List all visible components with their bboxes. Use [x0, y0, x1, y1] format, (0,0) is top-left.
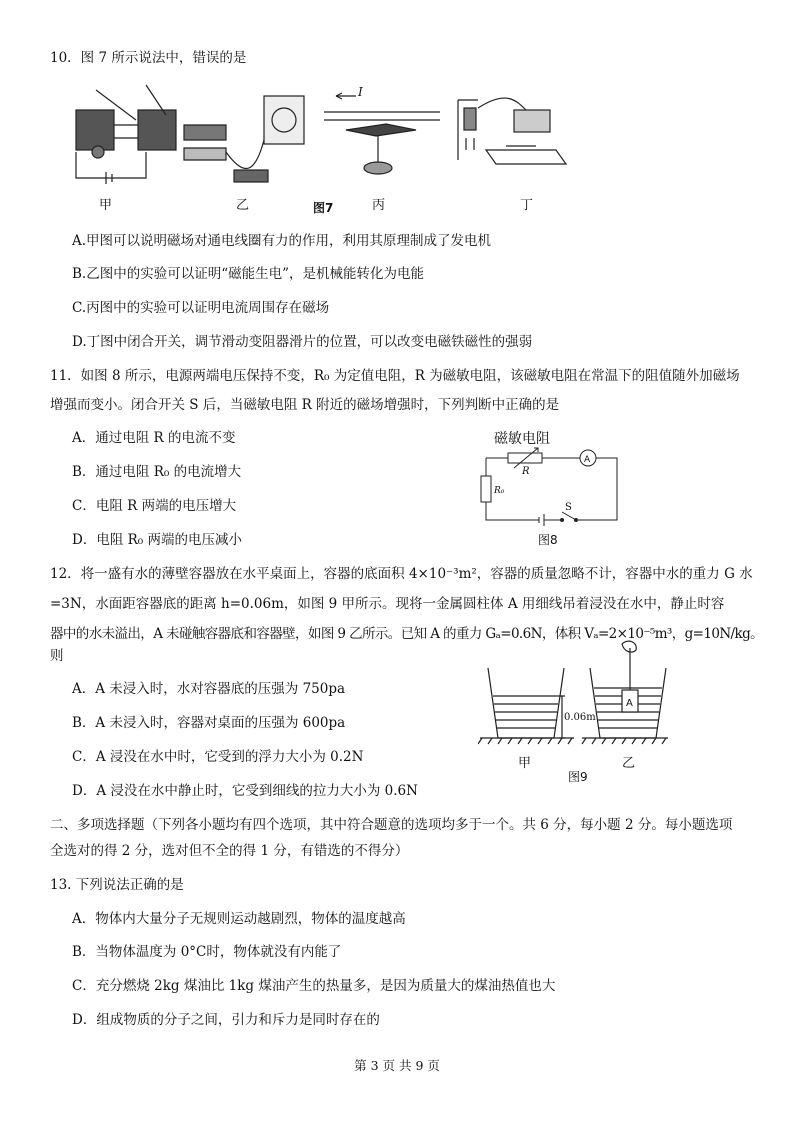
q11-option-d: D．电阻 R₀ 两端的电压减小 [72, 532, 242, 548]
q12-stem-line4: 则 [50, 648, 64, 664]
figure-9-containers [478, 640, 668, 750]
fig8-title: 磁敏电阻 [494, 431, 550, 447]
fig7-bing-apparatus [324, 93, 440, 174]
fig7-yi-apparatus [184, 96, 304, 182]
fig7-label-yi: 乙 [236, 198, 250, 213]
q13-option-c: C．充分燃烧 2kg 煤油比 1kg 煤油产生的热量多，是因为质量大的煤油热值也大 [72, 978, 556, 994]
q11-stem-line2: 增强而变小。闭合开关 S 后，当磁敏电阻 R 附近的磁场增强时，下列判断中正确的是 [50, 397, 560, 413]
q13-option-d: D．组成物质的分子之间，引力和斥力是同时存在的 [72, 1012, 380, 1028]
fig7-label-ding: 丁 [520, 198, 534, 213]
fig8-ammeter-label: A [584, 455, 591, 465]
fig9-label-jia: 甲 [518, 756, 532, 771]
fig7-current-label: I [358, 85, 363, 99]
section2-heading-line1: 二、多项选择题（下列各小题均有四个选项，其中符合题意的选项均多于一个。共 6 分，每小题 2 分。每小题选项 [50, 817, 733, 833]
q10-option-b: B.乙图中的实验可以证明“磁能生电”，是机械能转化为电能 [72, 266, 425, 282]
page-footer: 第 3 页 共 9 页 [354, 1058, 440, 1073]
fig9-block-label: A [626, 698, 633, 709]
q12-stem-line1: 12．将一盛有水的薄壁容器放在水平桌面上，容器的底面积 4×10⁻³m²，容器的质量忽略不计，容器中水的重力 G 水 [50, 566, 753, 582]
fig8-switch-label: S [565, 502, 572, 513]
q11-option-c: C．电阻 R 两端的电压增大 [72, 498, 237, 514]
q12-stem-line2: =3N，水面距容器底的距离 h=0.06m，如图 9 甲所示。现将一金属圆柱体 A 用细线吊着浸没在水中，静止时容 [50, 596, 725, 612]
q13-option-b: B．当物体温度为 0°C时，物体就没有内能了 [72, 944, 342, 960]
fig7-label-jia: 甲 [99, 198, 113, 213]
q10-option-a: A.甲图可以说明磁场对通电线圈有力的作用，利用其原理制成了发电机 [72, 233, 492, 249]
fig9-height-label: 0.06m [564, 712, 596, 723]
fig7-caption: 图7 [313, 201, 334, 215]
fig7-jia-apparatus [76, 85, 176, 184]
section2-heading-line2: 全选对的得 2 分，选对但不全的得 1 分，有错选的不得分） [50, 843, 409, 859]
fig8-r0-label: R₀ [494, 486, 505, 496]
q11-option-b: B．通过电阻 R₀ 的电流增大 [72, 464, 242, 480]
q12-option-c: C．A 浸没在水中时，它受到的浮力大小为 0.2N [72, 749, 364, 765]
fig7-label-bing: 丙 [372, 198, 386, 213]
q10-option-d: D.丁图中闭合开关，调节滑动变阻器滑片的位置，可以改变电磁铁磁性的强弱 [72, 334, 533, 350]
fig9-caption: 图9 [568, 770, 588, 784]
q13-stem: 13. 下列说法正确的是 [50, 877, 184, 893]
q13-option-a: A．物体内大量分子无规则运动越剧烈，物体的温度越高 [72, 911, 406, 927]
figure-8-circuit [476, 444, 626, 530]
q11-option-a: A．通过电阻 R 的电流不变 [72, 430, 236, 446]
q10-option-c: C.丙图中的实验可以证明电流周围存在磁场 [72, 300, 330, 316]
fig8-r-label: R [522, 466, 530, 477]
fig7-ding-apparatus [458, 98, 566, 164]
fig9-label-yi: 乙 [622, 756, 636, 771]
q12-stem-line3: 器中的水未溢出，A 未碰触容器底和容器壁，如图 9 乙所示。已知 A 的重力 Gₐ=0.6N，体积 Vₐ=2×10⁻⁵m³，g=10N/kg。 [50, 626, 764, 642]
q10-stem: 10．图 7 所示说法中，错误的是 [50, 50, 247, 66]
q12-option-d: D．A 浸没在水中静止时，它受到细线的拉力大小为 0.6N [72, 783, 418, 799]
q12-option-a: A．A 未浸入时，水对容器底的压强为 750pa [72, 681, 346, 697]
q12-option-b: B．A 未浸入时，容器对桌面的压强为 600pa [72, 715, 346, 731]
fig8-caption: 图8 [538, 533, 558, 547]
q11-stem-line1: 11．如图 8 所示，电源两端电压保持不变，R₀ 为定值电阻，R 为磁敏电阻，该磁敏电阻在常温下的阻值随外加磁场 [50, 368, 740, 384]
